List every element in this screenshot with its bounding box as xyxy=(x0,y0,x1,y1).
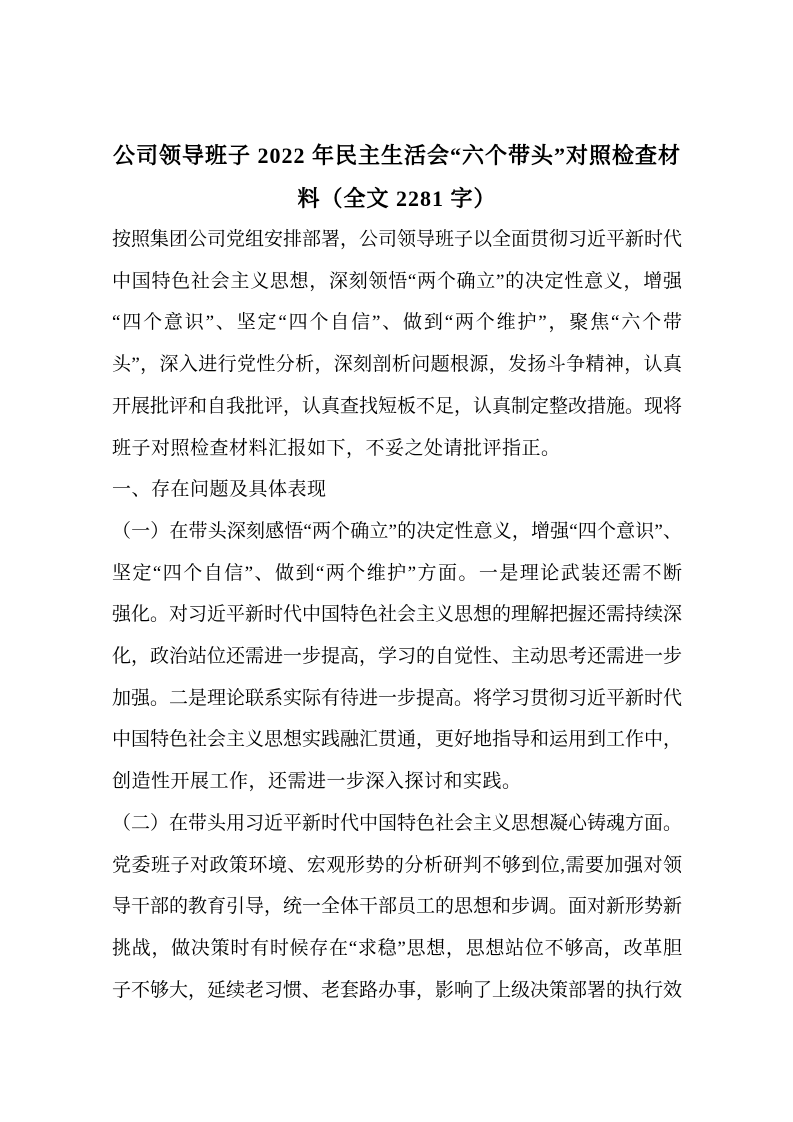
body-line: 开展批评和自我批评，认真查找短板不足，认真制定整改措施。现将 xyxy=(112,395,683,417)
body-line: “四个意识”、坚定“四个自信”、做到“两个维护”，聚焦“六个带 xyxy=(112,312,682,334)
body-line: 化，政治站位还需进一步提高，学习的自觉性、主动思考还需进一步 xyxy=(112,646,683,668)
body-line: 挑战，做决策时有时候存在“求稳”思想，思想站位不够高，改革胆 xyxy=(112,937,682,959)
body-line: （一）在带头深刻感悟“两个确立”的决定性意义，增强“四个意识”、 xyxy=(112,520,682,542)
body-line: 坚定“四个自信”、做到“两个维护”方面。一是理论武装还需不断 xyxy=(112,562,682,584)
body-line: 中国特色社会主义思想，深刻领悟“两个确立”的决定性意义，增强 xyxy=(112,270,682,292)
title-line-2: 料（全文 2281 字） xyxy=(297,186,497,211)
body-line: （二）在带头用习近平新时代中国特色社会主义思想凝心铸魂方面。 xyxy=(112,812,683,834)
body-line: 创造性开展工作，还需进一步深入探讨和实践。 xyxy=(112,771,522,793)
body-line: 一、存在问题及具体表现 xyxy=(112,479,327,501)
body-line: 党委班子对政策环境、宏观形势的分析研判不够到位,需要加强对领 xyxy=(112,854,682,876)
body-line: 强化。对习近平新时代中国特色社会主义思想的理解把握还需持续深 xyxy=(112,604,683,626)
document-title xyxy=(112,134,682,220)
body-line: 加强。二是理论联系实际有待进一步提高。将学习贯彻习近平新时代 xyxy=(112,687,683,709)
body-line: 头”，深入进行党性分析，深刻剖析问题根源，发扬斗争精神，认真 xyxy=(112,354,682,376)
body-line: 班子对照检查材料汇报如下，不妥之处请批评指正。 xyxy=(112,437,561,459)
body-line: 按照集团公司党组安排部署，公司领导班子以全面贯彻习近平新时代 xyxy=(112,229,683,250)
body-line: 导干部的教育引导，统一全体干部员工的思想和步调。面对新形势新 xyxy=(112,896,683,918)
body-line: 中国特色社会主义思想实践融汇贯通，更好地指导和运用到工作中， xyxy=(112,729,683,751)
body-line: 子不够大，延续老习惯、老套路办事，影响了上级决策部署的执行效 xyxy=(112,979,683,1001)
document-body xyxy=(112,219,682,1011)
title-line-1: 公司领导班子 2022 年民主生活会“六个带头”对照检查材 xyxy=(112,143,681,168)
